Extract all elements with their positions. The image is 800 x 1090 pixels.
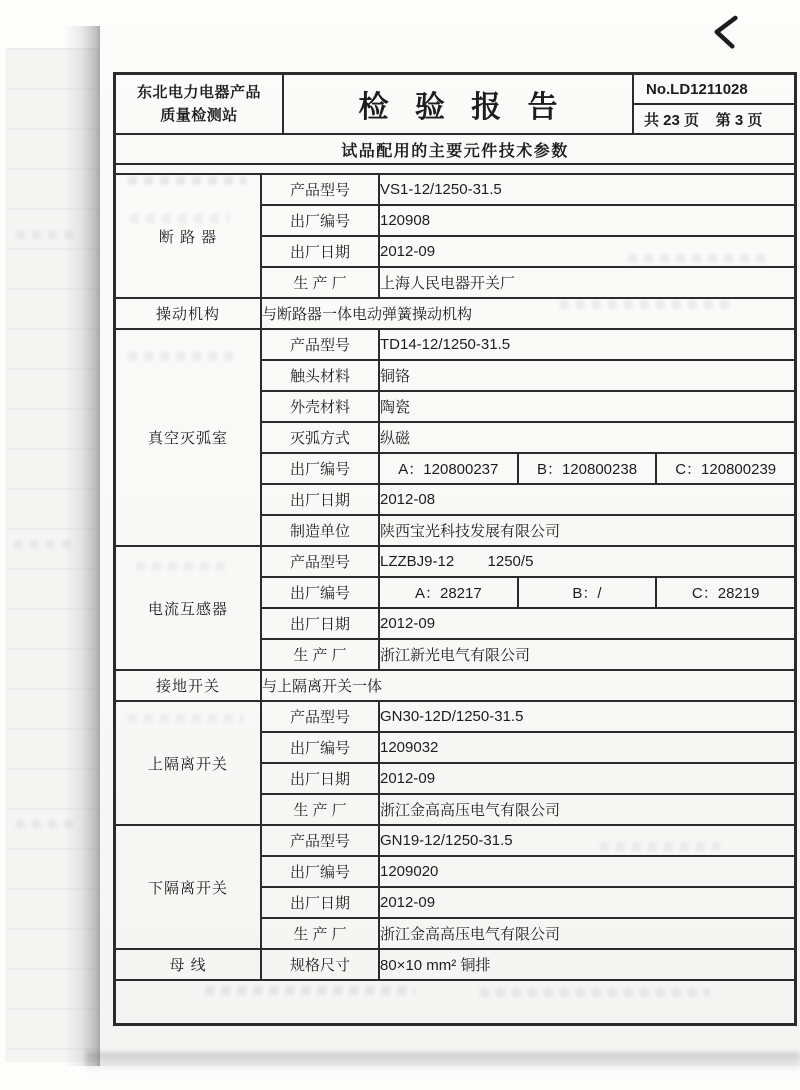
value-cell: 2012-09 — [379, 887, 794, 918]
table-row — [116, 546, 794, 577]
merged-value-cell: 与断路器一体电动弹簧操动机构 — [261, 298, 794, 329]
section-title: 试品配用的主要元件技术参数 — [116, 135, 794, 165]
component-name-cell: 电流互感器 — [116, 546, 261, 670]
serial-part: B：/ — [519, 578, 658, 607]
attribute-label-cell: 生 产 厂 — [261, 794, 379, 825]
attribute-label-cell: 出厂编号 — [261, 453, 379, 484]
table-row — [116, 701, 794, 732]
value-cell: 2012-08 — [379, 484, 794, 515]
empty-row — [116, 980, 794, 1023]
value-cell: 浙江金高高压电气有限公司 — [379, 794, 794, 825]
serial-parts — [380, 454, 794, 483]
attribute-label-cell: 产品型号 — [261, 546, 379, 577]
attribute-label-cell: 规格尺寸 — [261, 949, 379, 980]
serial-part: A：28217 — [380, 578, 519, 607]
attribute-label-cell: 出厂编号 — [261, 732, 379, 763]
table-row — [116, 670, 794, 701]
serial-part: C：120800239 — [675, 461, 777, 478]
value-cell: 2012-09 — [379, 236, 794, 267]
attribute-label-cell: 灭弧方式 — [261, 422, 379, 453]
report-number: No.LD1211028 — [634, 75, 794, 105]
handwritten-check-icon — [702, 10, 750, 58]
page-count-info: 共 23 页 第 3 页 — [644, 111, 763, 129]
value-cell: 陶瓷 — [379, 391, 794, 422]
value-cell: 纵磁 — [379, 422, 794, 453]
value-cell: TD14-12/1250-31.5 — [379, 329, 794, 360]
component-name-cell: 真空灭弧室 — [116, 329, 261, 546]
attribute-label-cell: 外壳材料 — [261, 391, 379, 422]
value-cell: GN30-12D/1250-31.5 — [379, 701, 794, 732]
attribute-label-cell: 出厂编号 — [261, 856, 379, 887]
report-number-block — [634, 75, 794, 133]
attribute-label-cell: 生 产 厂 — [261, 918, 379, 949]
value-cell: LZZBJ9-12 1250/5 — [379, 546, 794, 577]
value-cell: 2012-09 — [379, 608, 794, 639]
value-cell: 陕西宝光科技发展有限公司 — [379, 515, 794, 546]
report-title: 检 验 报 告 — [284, 75, 634, 133]
attribute-label-cell: 产品型号 — [261, 825, 379, 856]
value-cell: 浙江新光电气有限公司 — [379, 639, 794, 670]
table-row — [116, 174, 794, 205]
component-name-cell: 母 线 — [116, 949, 261, 980]
value-cell: GN19-12/1250-31.5 — [379, 825, 794, 856]
attribute-label-cell: 出厂日期 — [261, 763, 379, 794]
attribute-label-cell: 产品型号 — [261, 329, 379, 360]
attribute-label-cell: 触头材料 — [261, 360, 379, 391]
report-header — [116, 75, 794, 135]
component-name-cell: 下隔离开关 — [116, 825, 261, 949]
value-cell: 浙江金高高压电气有限公司 — [379, 918, 794, 949]
parameters-table — [116, 173, 794, 1023]
attribute-label-cell: 出厂日期 — [261, 608, 379, 639]
serial-numbers-cell — [379, 453, 794, 484]
agency-name-cell — [116, 75, 284, 133]
agency-line1: 东北电力电器产品 — [136, 83, 261, 101]
serial-part: A：120800237 — [380, 454, 519, 483]
merged-value-cell: 与上隔离开关一体 — [261, 670, 794, 701]
attribute-label-cell: 生 产 厂 — [261, 267, 379, 298]
table-row — [116, 329, 794, 360]
value-cell: 铜铬 — [379, 360, 794, 391]
value-cell: VS1-12/1250-31.5 — [379, 174, 794, 205]
attribute-label-cell: 制造单位 — [261, 515, 379, 546]
table-row — [116, 825, 794, 856]
empty-cell — [116, 980, 794, 1023]
attribute-label-cell: 出厂编号 — [261, 205, 379, 236]
attribute-label-cell: 出厂编号 — [261, 577, 379, 608]
value-cell: 1209032 — [379, 732, 794, 763]
value-cell: 80×10 mm² 铜排 — [379, 949, 794, 980]
component-name-cell: 接地开关 — [116, 670, 261, 701]
page-bottom-shadow — [86, 1052, 800, 1072]
attribute-label-cell: 产品型号 — [261, 701, 379, 732]
header-body-gap — [116, 165, 794, 173]
serial-part: B：120800238 — [519, 454, 658, 483]
value-cell: 上海人民电器开关厂 — [379, 267, 794, 298]
attribute-label-cell: 产品型号 — [261, 174, 379, 205]
component-name-cell: 上隔离开关 — [116, 701, 261, 825]
component-name-cell: 断 路 器 — [116, 174, 261, 298]
serial-part: C：28219 — [691, 585, 760, 602]
value-cell: 2012-09 — [379, 763, 794, 794]
inspection-report-table — [113, 72, 797, 1026]
table-row — [116, 949, 794, 980]
attribute-label-cell: 出厂日期 — [261, 236, 379, 267]
attribute-label-cell: 出厂日期 — [261, 484, 379, 515]
serial-parts — [380, 578, 794, 607]
table-row — [116, 298, 794, 329]
book-fold-shadow — [64, 26, 104, 1066]
agency-line2: 质量检测站 — [160, 107, 238, 124]
value-cell: 120908 — [379, 205, 794, 236]
attribute-label-cell: 生 产 厂 — [261, 639, 379, 670]
value-cell: 1209020 — [379, 856, 794, 887]
component-name-cell: 操动机构 — [116, 298, 261, 329]
attribute-label-cell: 出厂日期 — [261, 887, 379, 918]
serial-numbers-cell — [379, 577, 794, 608]
